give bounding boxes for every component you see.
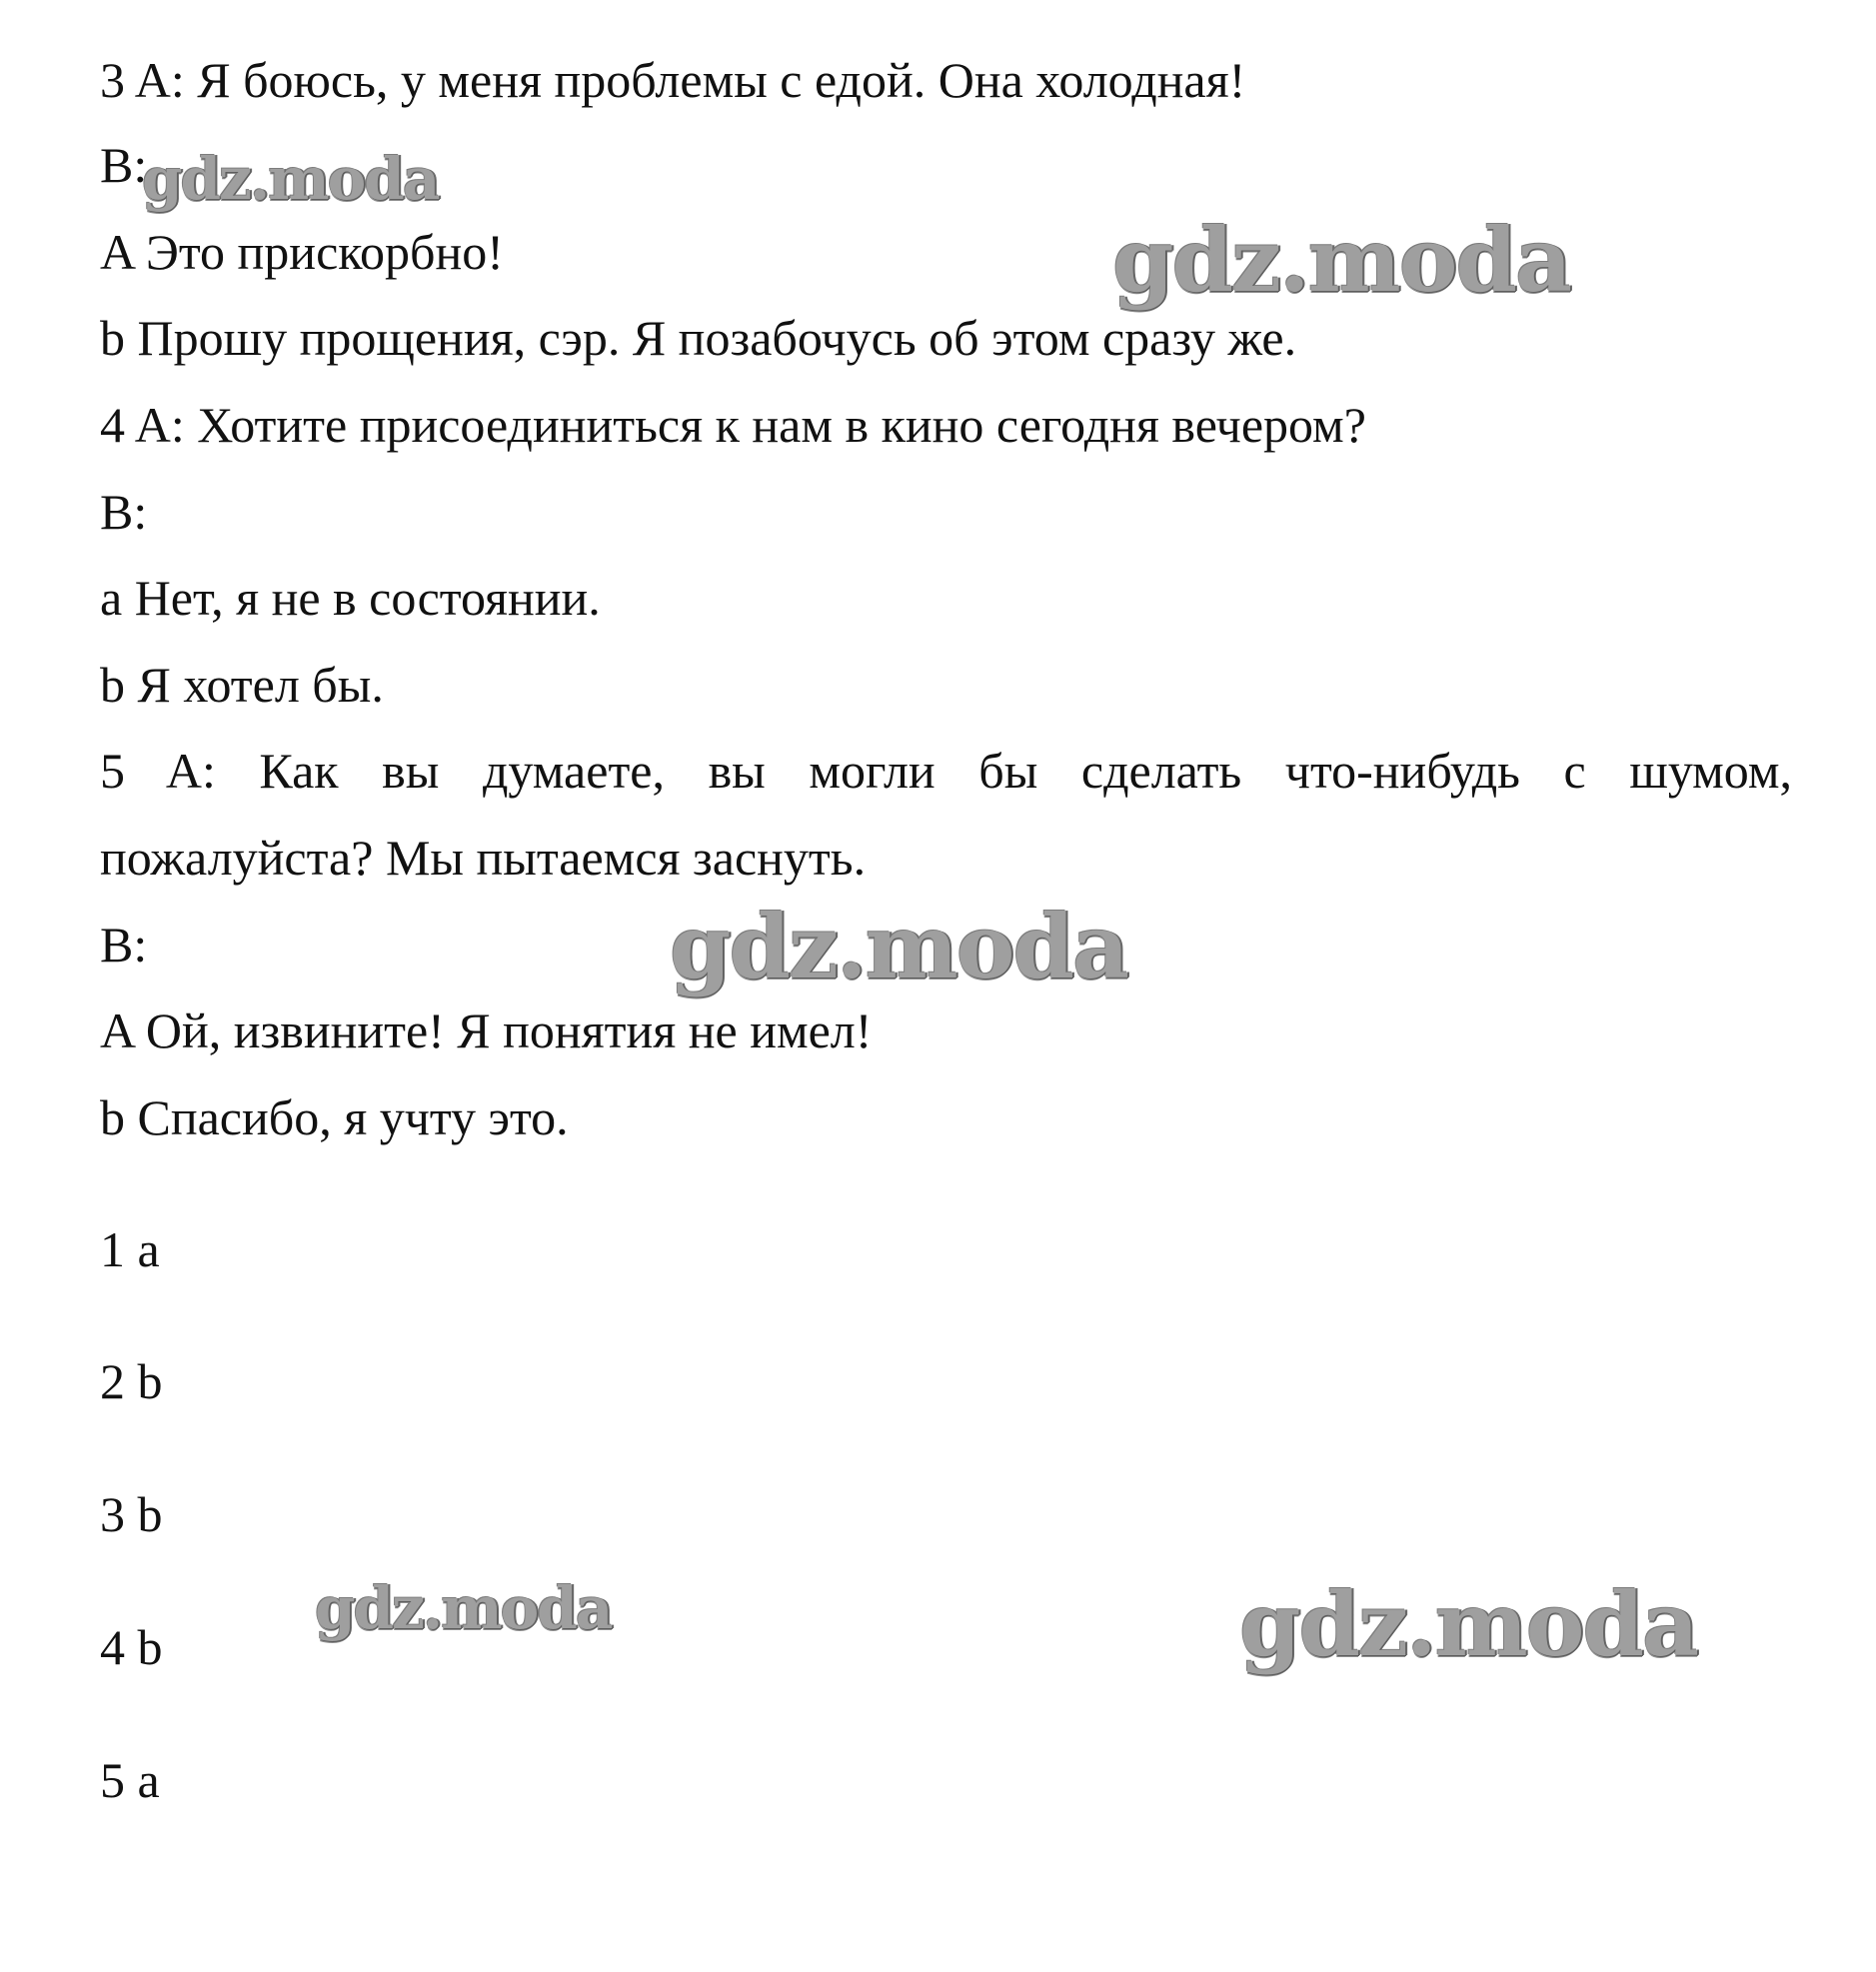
dialog-5-question: 5 A: Как вы думаете, вы могли бы сделать что-нибудь с шумом, [100,743,1792,799]
dialog-4-option-a: a Нет, я не в состоянии. [100,570,601,626]
watermark: gdz.moda [1112,208,1571,312]
dialog-5-option-a: A Ой, извините! Я понятия не имел! [100,1002,873,1058]
watermark: gdz.moda [670,895,1128,998]
watermark: gdz.moda [1239,1572,1698,1676]
dialog-3-question: 3 A: Я боюсь, у меня проблемы с едой. Она холодная! [100,52,1246,108]
dialog-3-option-b: b Прошу прощения, сэр. Я позабочусь об этом сразу же. [100,310,1297,366]
dialog-5-b-label: B: [100,917,148,973]
dialog-3-b-label: B: [100,137,148,193]
answer-5: 5 a [100,1752,160,1808]
answer-4: 4 b [100,1619,163,1675]
dialog-5-question-cont: пожалуйста? Мы пытаемся заснуть. [100,830,867,886]
watermark: gdz.moda [315,1574,612,1642]
dialog-4-b-label: B: [100,484,148,540]
dialog-4-question: 4 A: Хотите присоединиться к нам в кино сегодня вечером? [100,397,1366,453]
answer-1: 1 a [100,1221,160,1277]
dialog-5-option-b: b Спасибо, я учту это. [100,1089,569,1145]
dialog-4-option-b: b Я хотел бы. [100,657,384,713]
dialog-3-option-a: A Это прискорбно! [100,224,504,280]
answer-2: 2 b [100,1353,163,1409]
answer-3: 3 b [100,1486,163,1542]
watermark: gdz.moda [142,145,439,213]
